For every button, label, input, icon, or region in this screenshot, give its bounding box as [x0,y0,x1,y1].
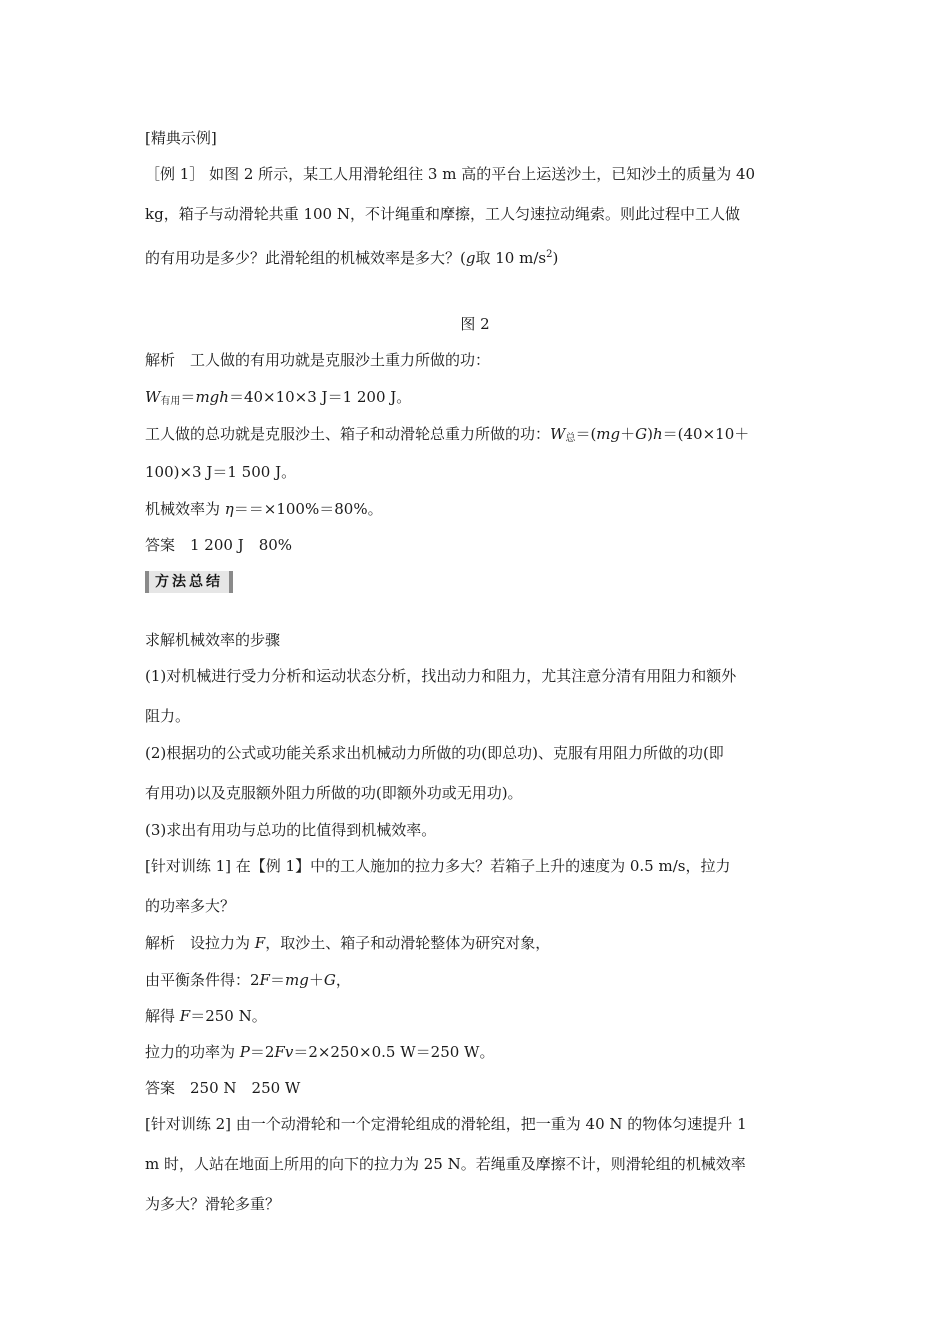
method-step-2a: (2)根据功的公式或功能关系求出机械动力所做的功(即总功)、克服有用阻力所做的功(即 [145,744,724,762]
solution-line-5: 机械效率为 η＝＝×100%＝80%。 [145,500,383,518]
method-title: 求解机械效率的步骤 [145,631,281,649]
training-2-line-2: m 时，人站在地面上所用的向下的拉力为 25 N。若绳重及摩擦不计，则滑轮组的机械效率 [145,1155,746,1173]
method-step-3: (3)求出有用功与总功的比值得到机械效率。 [145,821,437,839]
training-2-line-3: 为多大？滑轮多重？ [145,1195,281,1213]
training-2-line-1: [针对训练 2] 由一个动滑轮和一个定滑轮组成的滑轮组，把一重为 40 N 的物体匀速提升 1 [145,1115,747,1133]
figure-caption: 图 2 [460,315,490,333]
solution-line-1: 解析 工人做的有用功就是克服沙土重力所做的功： [145,351,491,369]
training-1-solution-3: 解得 F＝250 N。 [145,1007,267,1025]
method-step-1b: 阻力。 [145,707,191,725]
method-summary-badge [145,570,233,594]
answer-2: 答案 250 N 250 W [145,1079,301,1097]
method-step-1a: (1)对机械进行受力分析和运动状态分析，找出动力和阻力，尤其注意分清有用阻力和额外 [145,667,737,685]
method-step-2b: 有用功)以及克服额外阻力所做的功(即额外功或无用功)。 [145,784,523,802]
training-1-solution-4: 拉力的功率为 P＝2Fv＝2×250×0.5 W＝250 W。 [145,1043,495,1061]
training-1-line-1: [针对训练 1] 在【例 1】中的工人施加的拉力多大？若箱子上升的速度为 0.5 m/s，拉力 [145,857,731,875]
answer-1: 答案 1 200 J 80% [145,536,293,554]
solution-line-3: 工人做的总功就是克服沙土、箱子和动滑轮总重力所做的功：$W_总=(mg+G)h=(40\times 10+$ [145,425,750,444]
solution-line-2: $W_{有用}=mgh=40\times 10\times 3$ J＝1 200 J。 [145,388,412,407]
example-line-2: kg，箱子与动滑轮共重 100 N，不计绳重和摩擦，工人匀速拉动绳索。则此过程中工人做 [145,205,740,223]
badge-bar-right [229,571,233,593]
example-line-1: ［例 1］ 如图 2 所示，某工人用滑轮组往 3 m 高的平台上运送沙土，已知沙土的质量为 40 [145,165,756,183]
training-1-line-2: 的功率多大？ [145,897,236,915]
badge-label: 方法总结 [149,571,229,593]
training-1-solution-2: 由平衡条件得：2F＝mg＋G， [145,971,351,989]
section-heading: [精典示例] [145,129,217,147]
training-1-solution-1: 解析 设拉力为 F，取沙土、箱子和动滑轮整体为研究对象， [145,934,551,952]
example-line-3: 的有用功是多少？此滑轮组的机械效率是多大？(g取 10 $m/s^2$) [145,249,559,267]
solution-line-4: 100)×3 J＝1 500 J。 [145,463,297,481]
